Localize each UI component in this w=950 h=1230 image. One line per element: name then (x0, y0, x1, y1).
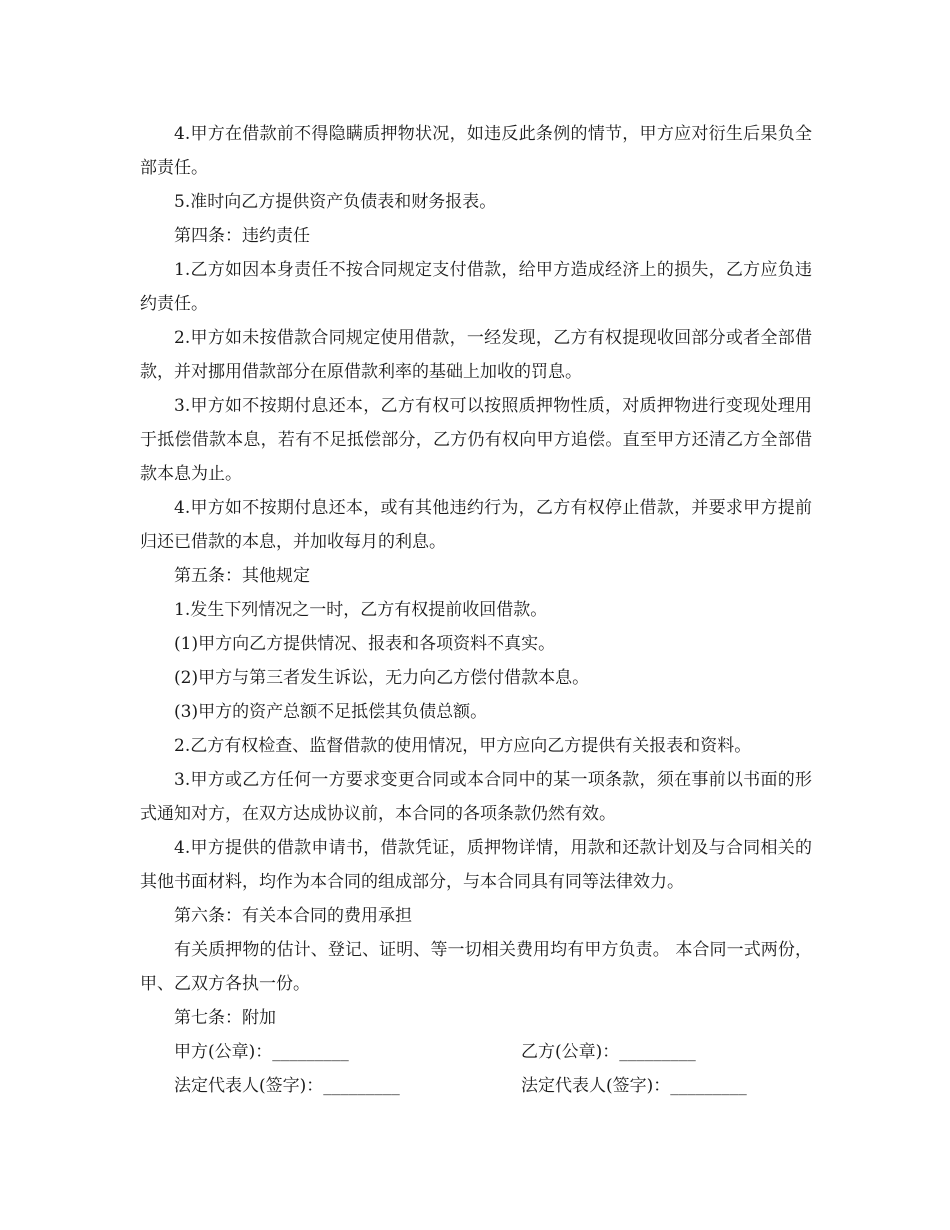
clause-paragraph: 1.乙方如因本身责任不按合同规定支付借款，给甲方造成经济上的损失，乙方应负违约责任。 (140, 260, 812, 314)
party-a-representative-field: 法定代表人(签字)：_________ (174, 1076, 400, 1096)
clause-paragraph: 2.乙方有权检查、监督借款的使用情况，甲方应向乙方提供有关报表和资料。 (174, 736, 752, 756)
clause-paragraph: 4.甲方提供的借款申请书，借款凭证，质押物详情，用款和还款计划及与合同相关的其他书面材料，均作为本合同的组成部分，与本合同具有同等法律效力。 (140, 838, 812, 892)
party-a-seal-field: 甲方(公章)：_________ (174, 1042, 349, 1062)
clause-paragraph: 4.甲方如不按期付息还本，或有其他违约行为，乙方有权停止借款，并要求甲方提前归还已借款的本息，并加收每月的利息。 (140, 498, 812, 552)
contract-body (140, 117, 812, 1103)
clause-paragraph: 3.甲方或乙方任何一方要求变更合同或本合同中的某一项条款，须在事前以书面的形式通知对方，在双方达成协议前，本合同的各项条款仍然有效。 (140, 770, 812, 824)
clause-paragraph: 2.甲方如未按借款合同规定使用借款，一经发现，乙方有权提现收回部分或者全部借款，并对挪用借款部分在原借款利率的基础上加收的罚息。 (140, 328, 812, 382)
clause-paragraph: 5.准时向乙方提供资产负债表和财务报表。 (174, 192, 497, 212)
clause-paragraph: 3.甲方如不按期付息还本，乙方有权可以按照质押物性质，对质押物进行变现处理用于抵偿借款本息，若有不足抵偿部分，乙方仍有权向甲方追偿。直至甲方还清乙方全部借款本息为止。 (140, 396, 812, 484)
party-b-seal-field: 乙方(公章)：_________ (521, 1042, 696, 1062)
section-heading: 第六条：有关本合同的费用承担 (174, 906, 412, 926)
clause-paragraph: 4.甲方在借款前不得隐瞒质押物状况，如违反此条例的情节，甲方应对衍生后果负全部责任。 (140, 124, 812, 178)
clause-paragraph: 1.发生下列情况之一时，乙方有权提前收回借款。 (174, 600, 548, 620)
section-heading: 第五条：其他规定 (174, 566, 310, 586)
sub-clause: (3)甲方的资产总额不足抵偿其负债总额。 (174, 702, 488, 722)
section-heading: 第七条：附加 (174, 1008, 276, 1028)
signature-row-representative (140, 1069, 812, 1103)
sub-clause: (1)甲方向乙方提供情况、报表和各项资料不真实。 (174, 634, 556, 654)
clause-paragraph: 有关质押物的估计、登记、证明、等一切相关费用均有甲方负责。 本合同一式两份，甲、乙双方各执一份。 (140, 940, 812, 994)
section-heading: 第四条：违约责任 (174, 226, 310, 246)
party-b-representative-field: 法定代表人(签字)：_________ (521, 1076, 747, 1096)
sub-clause: (2)甲方与第三者发生诉讼，无力向乙方偿付借款本息。 (174, 668, 590, 688)
signature-row-seal (140, 1035, 812, 1069)
